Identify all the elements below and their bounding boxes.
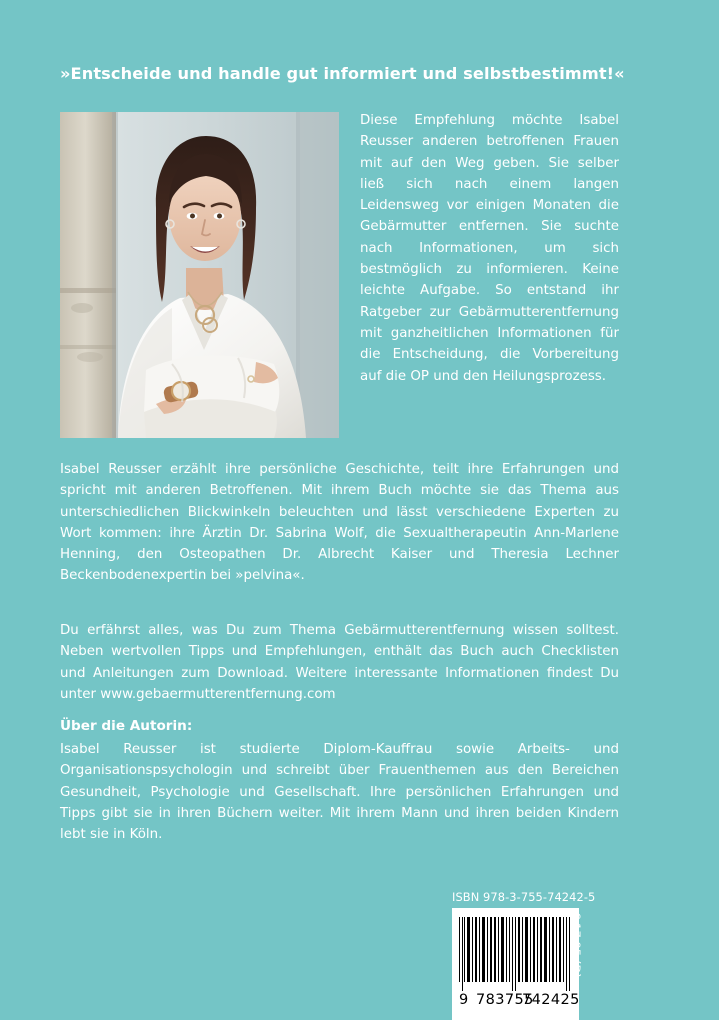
about-author-text: Isabel Reusser ist studierte Diplom-Kauffrau sowie Arbeits- und Organisationspsychologin und schreibt über Frauenthemen aus den Bereichen Gesundheit, Psychologie und Gesellschaft. Ihre persönlichen Erfahrungen und Tipps gibt sie in ihren Büchern weiter. Mit ihrem Mann und ihren beiden Kindern lebt sie in Köln. [60, 742, 619, 843]
paragraph-contents: Du erfährst alles, was Du zum Thema Gebärmutterentfernung wissen solltest. Neben wertvollen Tipps und Empfehlungen, enthält das Buch auch Checklisten und Anleitungen zum Download. Weitere interessante Informationen findest Du unter www.gebaermutterentfernung.com [60, 623, 619, 702]
about-author-heading: Über die Autorin: [60, 718, 193, 734]
isbn-label: ISBN 978-3-755-74242-5 [452, 890, 596, 904]
intro-paragraph: Diese Empfehlung möchte Isabel Reusser anderen betroffenen Frauen mit auf den Weg geben. Sie selber ließ sich nach einem langen Leidensweg vor einigen Monaten die Gebärmutter entfernen. Sie suchte nach Informationen, um sich bestmöglich zu informieren. Keine leichte Aufgabe. So entstand ihr Ratgeber zur Gebärmutterentfernung mit ganzheitlichen Informationen für die Entscheidung, die Vorbereitung auf die OP und den Heilungsprozess. [360, 113, 619, 384]
isbn-barcode [452, 908, 579, 1020]
barcode-lead-digit: 9 [459, 992, 469, 1008]
barcode-left-group: 783755 [476, 992, 534, 1008]
barcode-digits [459, 992, 580, 1012]
paragraph-experts: Isabel Reusser erzählt ihre persönliche Geschichte, teilt ihre Erfahrungen und spricht mit anderen Betroffenen. Mit ihrem Buch möchte sie das Thema aus unterschiedlichen Blickwinkeln beleuchten und lässt verschiedene Experten zu Wort kommen: ihre Ärztin Dr. Sabrina Wolf, die Sexualtherapeutin Ann-Marlene Henning, den Osteopathen Dr. Albrecht Kaiser und Theresia Lechner Beckenbodenexpertin bei »pelvina«. [60, 462, 619, 584]
author-portrait-illustration [60, 112, 339, 438]
barcode-bars [459, 917, 572, 991]
price-label: € 17,95 (D) [569, 912, 583, 978]
cover-headline: »Entscheide und handle gut informiert und selbstbestimmt!« [60, 64, 625, 83]
author-photo [60, 112, 339, 438]
barcode-right-group: 742425 [522, 992, 580, 1008]
